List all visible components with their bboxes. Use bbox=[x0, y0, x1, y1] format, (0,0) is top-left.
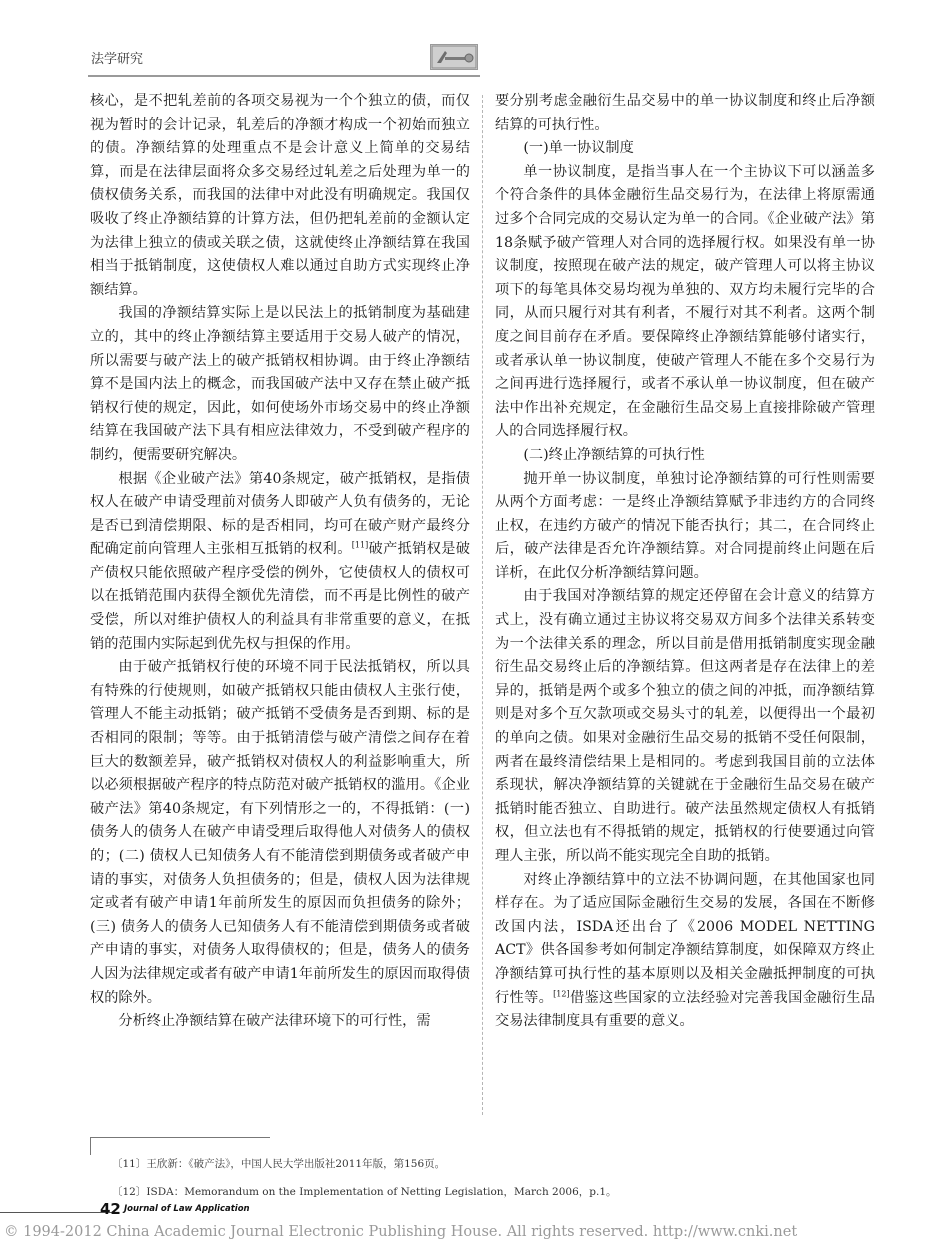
footnote-rule bbox=[90, 1137, 270, 1138]
paragraph-text: 破产抵销权是破产债权只能依照破产程序受偿的例外，它使债权人的债权可以在抵销范围内获得全额优先清偿，而不再是比例性的破产受偿，所以对维护债权人的利益具有非常重要的意义，在抵销的范围内实际起到优先权与担保的作用。 bbox=[90, 541, 470, 652]
footnotes bbox=[112, 1150, 892, 1206]
paragraph-text: 借鉴这些国家的立法经验对完善我国金融衍生品交易法律制度具有重要的意义。 bbox=[495, 989, 875, 1030]
footnote-rule-tick bbox=[90, 1137, 91, 1155]
header-rule bbox=[88, 75, 480, 77]
journal-emblem-icon bbox=[430, 44, 478, 70]
paragraph: 由于我国对净额结算的规定还停留在会计意义的结算方式上，没有确立通过主协议将交易双方间多个法律关系转变为一个法律关系的理念，所以目前是借用抵销制度实现金融衍生品交易终止后的净额结算。但这两者是存在法律上的差异的，抵销是两个或多个独立的债之间的冲抵，而净额结算则是对多个互欠款项或交易头寸的轧差，以便得出一个最初的单向之债。如果对金融衍生品交易的抵销不受任何限制，两者在最终清偿结果上是相同的。考虑到我国目前的立法体系现状，解决净额结算的关键就在于金融衍生品交易在破产抵销时能否独立、自助进行。破产法虽然规定债权人有抵销权，但立法也有不得抵销的规定，抵销权的行使要通过向管理人主张，所以尚不能实现完全自助的抵销。 bbox=[495, 588, 875, 864]
paragraph bbox=[495, 869, 875, 1034]
paragraph: 要分别考虑金融衍生品交易中的单一协议制度和终止后净额结算的可执行性。 bbox=[495, 93, 875, 133]
paragraph: 抛开单一协议制度，单独讨论净额结算的可行性则需要从两个方面考虑：一是终止净额结算赋予非违约方的合同终止权，在违约方破产的情况下能否执行；其二，在合同终止后，破产法律是否允许净额结算。对合同提前终止问题在后详析，在此仅分析净额结算问题。 bbox=[495, 470, 875, 581]
footnote-12: 〔12〕ISDA：Memorandum on the Implementation of Netting Legislation，March 2006，p.1。 bbox=[112, 1186, 617, 1198]
paragraph: 核心，是不把轧差前的各项交易视为一个个独立的债，而仅视为暂时的会计记录，轧差后的净额才构成一个初始而独立的债。净额结算的处理重点不是会计意义上简单的交易结算，而是在法律层面将众多交易经过轧差之后处理为单一的债权债务关系，而我国的法律中对此没有明确规定。我国仅吸收了终止净额结算的计算方法，但仍把轧差前的金额认定为法律上独立的债或关联之债，这就使终止净额结算在我国相当于抵销制度，这使债权人难以通过自助方式实现终止净额结算。 bbox=[90, 93, 470, 298]
paragraph-text: 根据《企业破产法》第40条规定，破产抵销权，是指债权人在破产申请受理前对债务人即破产人负有债务的，无论是否已到清偿期限、标的是否相同，均可在破产财产最终分配确定前向管理人主张相互抵销的权利。 bbox=[90, 470, 470, 558]
left-column bbox=[90, 90, 470, 1034]
section-heading: (一)单一协议制度 bbox=[523, 140, 634, 157]
footnote-ref-11[interactable]: [11] bbox=[351, 540, 369, 550]
section-title: 法学研究 bbox=[91, 52, 144, 67]
paragraph-text: 对终止净额结算中的立法不协调问题，在其他国家也同样存在。为了适应国际金融衍生交易的发展，各国在不断修改国内法，ISDA还出台了《2006 MODEL NETTING ACT》供各国参考如何制定净额结算制度，如保障双方终止净额结算可执行性的基本原则以及相关金融抵押制度的可执行性等。 bbox=[495, 871, 875, 1006]
journal-name: Journal of Law Application bbox=[124, 1204, 250, 1214]
right-column bbox=[495, 90, 875, 1034]
footnote-11: 〔11〕王欣新：《破产法》，中国人民大学出版社2011年版，第156页。 bbox=[112, 1158, 446, 1170]
section-heading: (二)终止净额结算的可执行性 bbox=[523, 446, 705, 463]
column-divider bbox=[482, 95, 483, 1115]
footnote-ref-12[interactable]: [12] bbox=[553, 988, 570, 998]
page-number: 42 bbox=[100, 1200, 121, 1218]
paragraph: 分析终止净额结算在破产法律环境下的可行性，需 bbox=[118, 1013, 431, 1030]
paragraph: 我国的净额结算实际上是以民法上的抵销制度为基础建立的，其中的终止净额结算主要适用于交易人破产的情况，所以需要与破产法上的破产抵销权相协调。由于终止净额结算不是国内法上的概念，而我国破产法中又存在禁止破产抵销权行使的规定，因此，如何使场外市场交易中的终止净额结算在我国破产法下具有相应法律效力，不受到破产程序的制约，便需要研究解决。 bbox=[90, 305, 470, 463]
paragraph bbox=[90, 468, 470, 657]
copyright-watermark: © 1994-2012 China Academic Journal Electronic Publishing House. All rights reserved. http://www.cnki.net bbox=[4, 1224, 798, 1240]
paragraph: 单一协议制度，是指当事人在一个主协议下可以涵盖多个符合条件的具体金融衍生品交易行为，在法律上将原需通过多个合同完成的交易认定为单一的合同。《企业破产法》第18条赋予破产管理人对合同的选择履行权。如果没有单一协议制度，按照现在破产法的规定，破产管理人可以将主协议项下的每笔具体交易均视为单独的、双方均未履行完毕的合同，从而只履行对其有利者，不履行对其不利者。这两个制度之间目前存在矛盾。要保障终止净额结算能够付诸实行，或者承认单一协议制度，使破产管理人不能在多个交易行为之间再进行选择履行，或者不承认单一协议制度，但在破产法中作出补充规定，在金融衍生品交易上直接排除破产管理人的合同选择履行权。 bbox=[495, 163, 875, 440]
paragraph: 由于破产抵销权行使的环境不同于民法抵销权，所以具有特殊的行使规则，如破产抵销权只能由债权人主张行使，管理人不能主动抵销；破产抵销不受债务是否到期、标的是否相同的限制；等等。由于抵销清偿与破产清偿之间存在着巨大的数额差异，破产抵销权对债权人的利益影响重大，所以必须根据破产程序的特点防范对破产抵销权的滥用。《企业破产法》第40条规定，有下列情形之一的，不得抵销：(一)债务人的债务人在破产申请受理后取得他人对债务人的债权的；(二) 债权人已知债务人有不能清偿到期债务或者破产申请的事实，对债务人负担债务的；但是，债权人因为法律规定或者有破产申请1年前所发生的原因而负担债务的除外；(三) 债务人的债务人已知债务人有不能清偿到期债务或者破产申请的事实，对债务人取得债权的；但是，债务人的债务人因为法律规定或者有破产申请1年前所发生的原因而取得债权的除外。 bbox=[90, 659, 470, 1006]
